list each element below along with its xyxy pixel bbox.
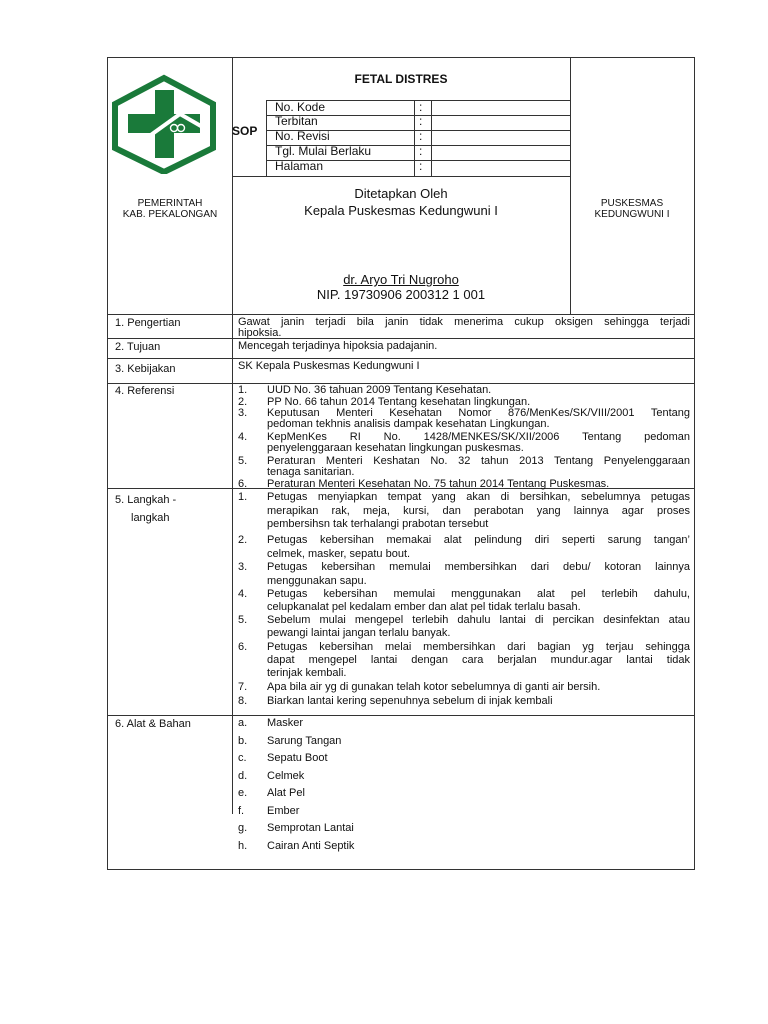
- right-org: PUSKESMAS KEDUNGWUNI I: [594, 198, 670, 220]
- referensi-list: 1. UUD No. 36 tahuan 2009 Tentang Kesehatan. 2. PP No. 66 tahun 2014 Tentang kesehatan lingkungan. 3. Keputusan Menteri Kesehatan Nomor 876/MenKes/SK/VIII/2001 Tentang pedoman tekhnis analisis dampak kesehatan Lingkungan. 4. KepMenKes RI No. 1428/MENKES/SK/XII/2006 Tentang pedoman penyelenggaraan kesehatan lingkungan puskesmas. 5. Peraturan Menteri Keshatan No. 32 tahun 2013 Tentang Penyelenggaraan tenaga sanitarian. 6. Peraturan Menteri Kesehatan No. 75 tahun 2014 Tentang Puskesmas.: [238, 384, 690, 490]
- signer-nip: NIP. 19730906 200312 1 001: [316, 287, 486, 302]
- puskesmas-logo: [110, 74, 218, 179]
- sop-document: [107, 57, 695, 870]
- kebijakan-text: SK Kepala Puskesmas Kedungwuni I: [238, 360, 420, 372]
- section-label-tujuan: 2. Tujuan: [115, 341, 161, 353]
- meta-sep: :: [419, 144, 423, 158]
- meta-label: Tgl. Mulai Berlaku: [275, 144, 372, 158]
- divider: [570, 58, 571, 314]
- meta-label: Terbitan: [275, 114, 318, 128]
- meta-sep: :: [419, 129, 423, 143]
- section-label-pengertian: 1. Pengertian: [115, 317, 181, 329]
- meta-label: No. Kode: [275, 100, 326, 114]
- langkah-list: 1. Petugas menyiapkan tempat yang akan di bersihkan, sebelumnya petugas merapikan rak, meja, kursi, dan perabotan yang lainnya agar proses pembersihsn tak terhalangi prabotan tersebut 2. Petugas kebersihan memakai alat pelindung diri seperti sarung tangan’ celmek, masker, sepatu bout. 3. Petugas kebersihan memulai membersihkan dari debu/ kotoran lainnya menggunakan sapu. 4. Petugas kebersihan memulai menggunakan alat pel terlebih dahulu, celupkanalat pel kedalam ember dan alat pel tidak terlalu basah. 5. Sebelum mulai mengepel terlebih dahulu lantai di percikan desinfektan atau pewangi laintai jangan terlalu banyak. 6. Petugas kebersihan melai membersihkan dari bagian yg terjau sehingga dapat mengepel lantai dengan cara berjalan mundur.agar lantai tidak terinjak kembali. 7. Apa bila air yg di gunakan telah kotor sebelumnya di ganti air bersih. 8. Biarkan lantai kering sepenuhnya sebelum di injak kembali: [238, 491, 690, 707]
- approval-line: Kepala Puskesmas Kedungwuni I: [304, 203, 498, 218]
- alat-list: a. Masker b. Sarung Tangan c. Sepatu Boot d. Celmek e. Alat Pel f. Ember g. Semprotan Lantai h. Cairan Anti Septik: [238, 717, 355, 852]
- section-label-alat: 6. Alat & Bahan: [115, 718, 191, 730]
- meta-sep: :: [419, 114, 423, 128]
- pengertian-text: Gawat janin terjadi bila janin tidak menerima cukup oksigen sehingga terjadi hipoksia.: [238, 316, 690, 339]
- meta-table: [266, 100, 571, 176]
- divider: [232, 176, 570, 177]
- approval-line: Ditetapkan Oleh: [354, 186, 448, 201]
- left-org: PEMERINTAH KAB. PEKALONGAN: [122, 198, 218, 220]
- section-label-langkah: 5. Langkah - langkah: [115, 494, 177, 524]
- document-title: FETAL DISTRES: [354, 72, 448, 86]
- signature-block: [232, 272, 570, 302]
- meta-label: Halaman: [275, 159, 324, 173]
- section-label-referensi: 4. Referensi: [115, 385, 175, 397]
- approval-block: [232, 185, 570, 219]
- meta-sep: :: [419, 100, 423, 114]
- section-label-kebijakan: 3. Kebijakan: [115, 363, 176, 375]
- divider: [232, 58, 233, 814]
- meta-label: No. Revisi: [275, 129, 330, 143]
- tujuan-text: Mencegah terjadinya hipoksia padajanin.: [238, 340, 438, 352]
- sop-label: SOP: [232, 124, 258, 138]
- meta-sep: :: [419, 159, 423, 173]
- divider: [108, 314, 694, 315]
- signer-name: dr. Aryo Tri Nugroho: [343, 272, 459, 287]
